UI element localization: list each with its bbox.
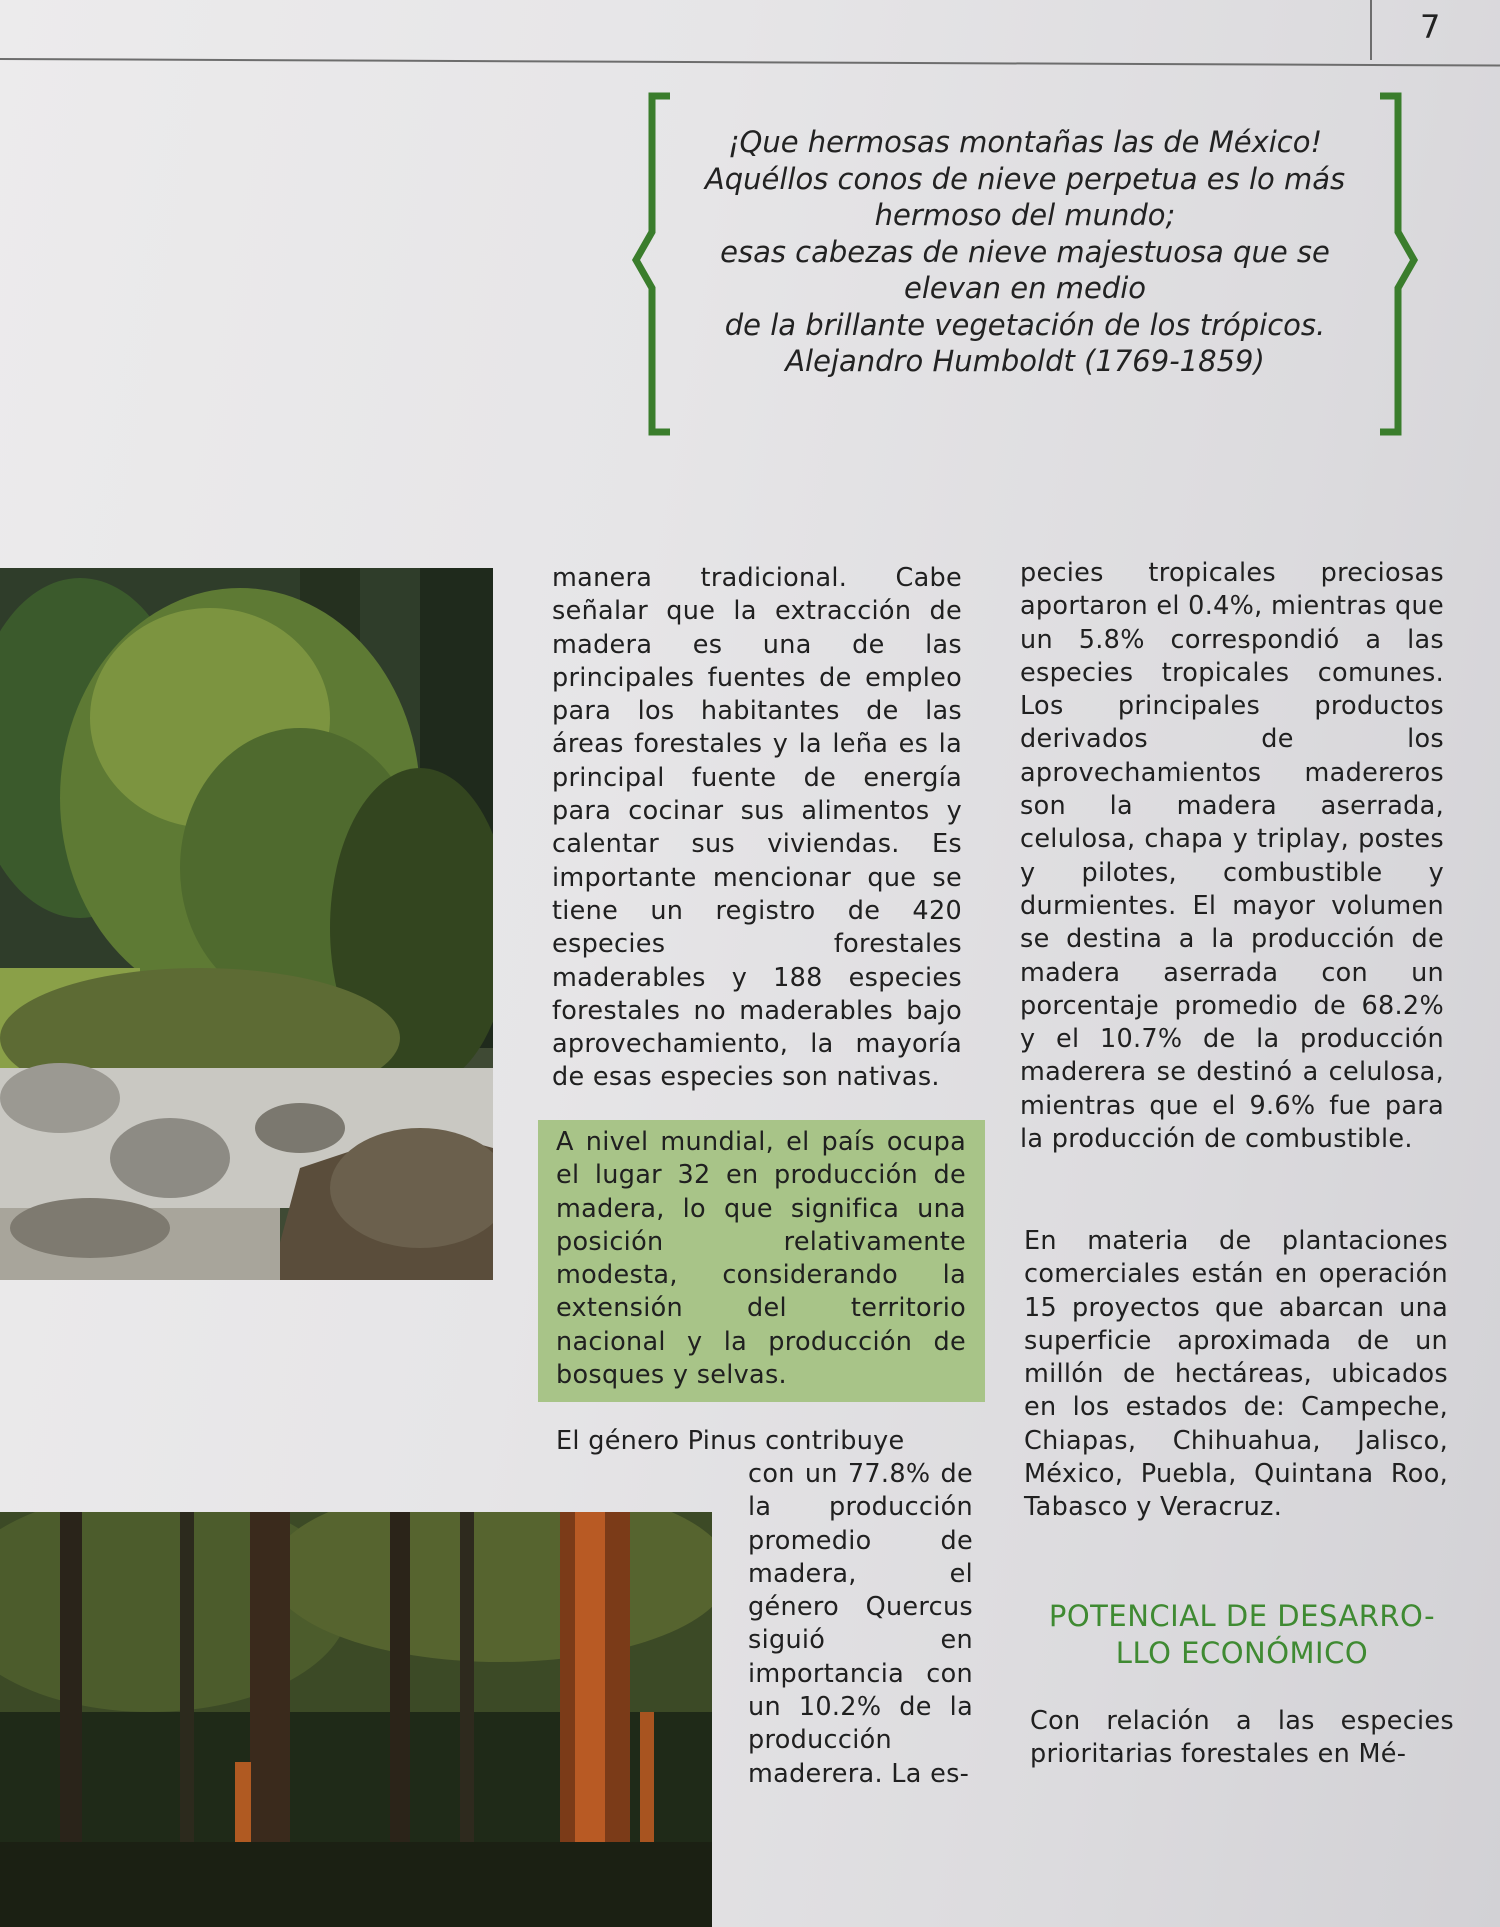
section-heading [1022,1598,1462,1672]
river-forest-photo [0,568,493,1280]
quote-box [630,92,1420,437]
body-paragraph: Con relación a las especies prioritarias forestales en Mé- [1030,1706,1454,1770]
humboldt-quote [700,124,1350,380]
body-paragraph: En materia de plantaciones comerciales están en operación 15 proyectos que abarcan una superficie aproximada de un millón de hectáreas, ubicados en los estados de: Campeche, Chiapas, Chihuahua, Jalisco, México, Puebla, Quintana Roo, Tabasco y Veracruz. [1024,1226,1448,1523]
quote-line: ¡Que hermosas montañas las de México! [727,125,1323,159]
quote-line: elevan en medio [903,271,1146,305]
right-curly-bracket [1360,92,1420,437]
forest-trunks-photo [0,1512,712,1927]
page-number: 7 [1420,8,1441,46]
header-rule [0,58,1500,67]
quote-line: Aquéllos conos de nieve perpetua es lo más [704,161,1346,196]
page-number-divider [1370,0,1372,60]
section-heading-line: POTENCIAL DE DESARRO- [1048,1599,1436,1633]
quote-line: de la brillante vegetación de los trópicos. [724,307,1326,342]
highlighted-paragraph: A nivel mundial, el país ocupa el lugar 32 en producción de madera, lo que significa una posición relativamente modesta, considerando la extensión del territorio nacional y la producción de bosques y selvas. [556,1127,966,1391]
body-paragraph: manera tradicional. Cabe señalar que la extracción de madera es una de las principales fuentes de empleo para los habitantes de las áreas forestales y la leña es la principal fuente de energía para cocinar sus alimentos y calentar sus viviendas. Es importante mencionar que se tiene un registro de 420 especies forestales maderables y 188 especies forestales no maderables bajo aprovechamiento, la mayoría de esas especies son nativas. [552,563,962,1093]
body-paragraph: pecies tropicales preciosas aportaron el 0.4%, mientras que un 5.8% correspondió a las especies tropicales comunes. Los principales productos derivados de los aprovechamientos madereros son la madera aserrada, celulosa, chapa y triplay, postes y pilotes, combustible y durmientes. El mayor volumen se destina a la producción de madera aserrada con un porcentaje promedio de 68.2% y el 10.7% de la producción maderera se destinó a celulosa, mientras que el 9.6% fue para la producción de combustible. [1020,558,1444,1155]
section-heading-line: LLO ECONÓMICO [1115,1636,1369,1670]
quote-line: hermoso del mundo; [874,198,1176,232]
left-curly-bracket [630,92,690,437]
body-paragraph-intro: El género Pinus contribuye [556,1426,905,1456]
quote-attribution: Alejandro Humboldt (1769-1859) [785,344,1265,378]
quote-line: esas cabezas de nieve majestuosa que se [720,234,1330,269]
body-paragraph: con un 77.8% de la producción promedio de madera, el género Quercus siguió en importancia con un 10.2% de la producción maderera. La es- [748,1459,973,1789]
